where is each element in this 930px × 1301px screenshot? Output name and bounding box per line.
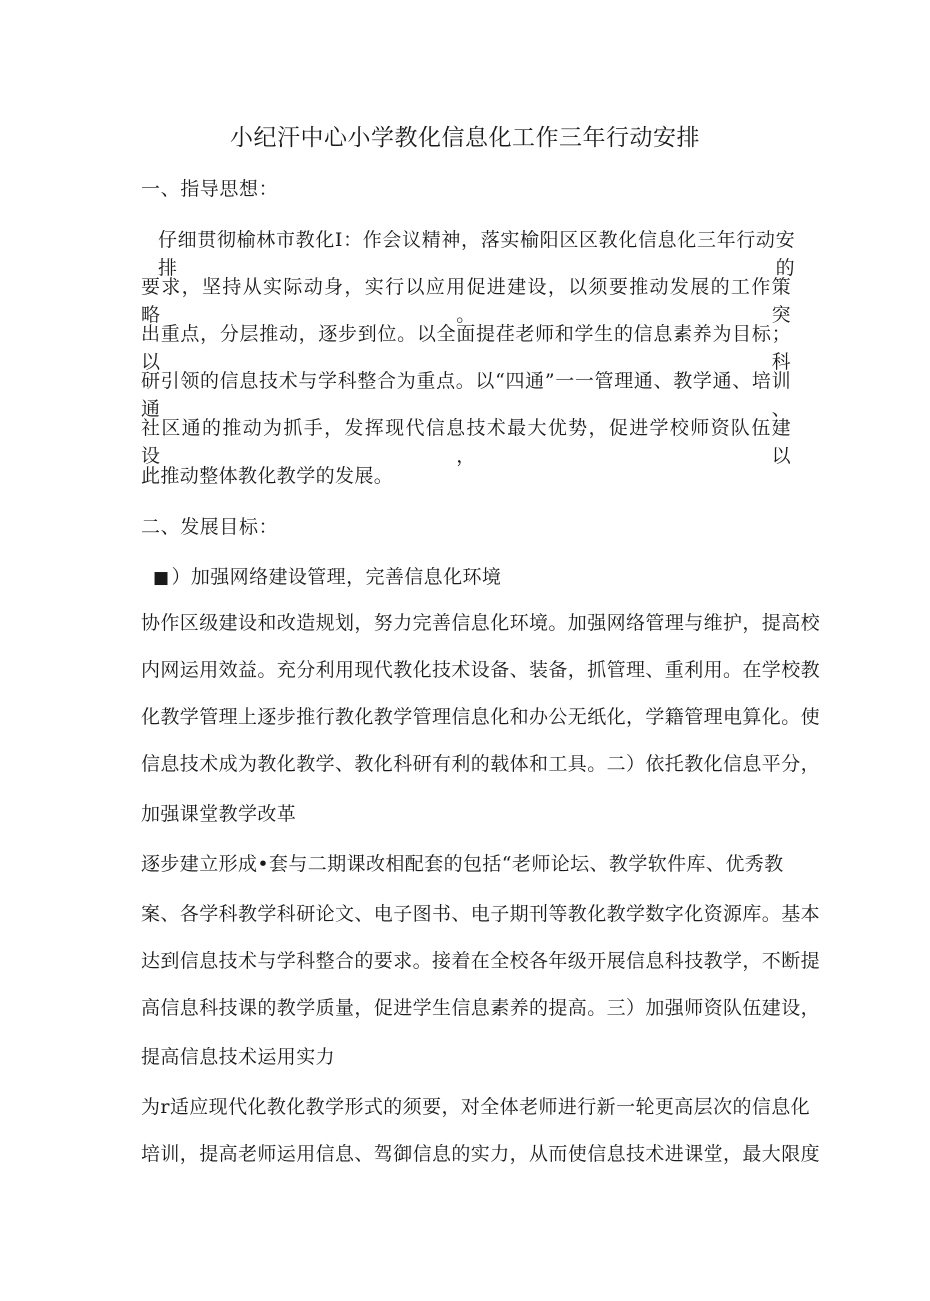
paragraph-line: 加强课堂教学改革	[141, 803, 297, 825]
square-bullet-icon: ■	[153, 568, 170, 588]
paragraph-line: 信息技术成为教化教学、教化科研有利的载体和工具。二）依托教化信息平分，	[141, 753, 821, 775]
paragraph-line: 达到信息技术与学科整合的要求。接着在全校各年级开展信息科技教学，不断提	[141, 950, 821, 972]
paragraph-line: 协作区级建设和改造规划，努力完善信息化环境。加强网络管理与维护，提高校	[141, 612, 821, 634]
subheading-network-construction	[153, 563, 501, 592]
paragraph-line: 出重点，分层推动，逐步到位。以全面提荏老师和学生的信息素养为目标；以科	[141, 323, 791, 373]
paragraph-line: 内网运用效益。充分利用现代教化技术设备、装备，抓管理、重利用。在学校教	[141, 659, 821, 681]
section-heading-development-goals: 二、发展目标：	[141, 516, 279, 538]
paragraph-line: 要求，坚持从实际动身，实行以应用促进建设，以须要推动发展的工作策略。突	[141, 276, 791, 326]
paragraph-line: 此推动整体教化教学的发展。	[141, 465, 394, 487]
subheading-text: ）加强网络建设管理，完善信息化环境	[171, 566, 502, 588]
paragraph-line: 案、各学科教学科研论文、电子图书、电子期刊等教化教学数字化资源库。基本	[141, 903, 821, 925]
paragraph-line: 高信息科技课的教学质量，促进学生信息素养的提高。三）加强师资队伍建设，	[141, 997, 821, 1019]
document-title: 小纪汗中心小学教化信息化工作三年行动安排	[230, 125, 700, 151]
paragraph-line: 化教学管理上逐步推行教化教学管理信息化和办公无纸化，学籍管理电算化。使	[141, 706, 821, 728]
section-heading-guiding-ideology: 一、指导思想：	[141, 178, 279, 200]
paragraph-line: 为r适应现代化教化教学形式的须要，对全体老师进行新一轮更高层次的信息化	[141, 1096, 811, 1118]
paragraph-line: 社区通的推动为抓手，发挥现代信息技术最大优势，促进学校师资队伍建设，以	[141, 417, 791, 467]
paragraph-line: 培训，提高老师运用信息、驾御信息的实力，从而使信息技术进课堂，最大限度	[141, 1143, 821, 1165]
paragraph-line: 研引领的信息技术与学科整合为重点。以“四通”一一管理通、教学通、培训通、	[141, 370, 791, 420]
paragraph-line: 逐步建立形成•套与二期课改相配套的包括“老师论坛、教学软件库、优秀教	[141, 853, 784, 875]
paragraph-line: 仔细贯彻榆林市教化I：作会议精神，落实榆阳区区教化信息化三年行动安排的	[158, 229, 795, 279]
paragraph-line: 提高信息技术运用实力	[141, 1046, 336, 1068]
